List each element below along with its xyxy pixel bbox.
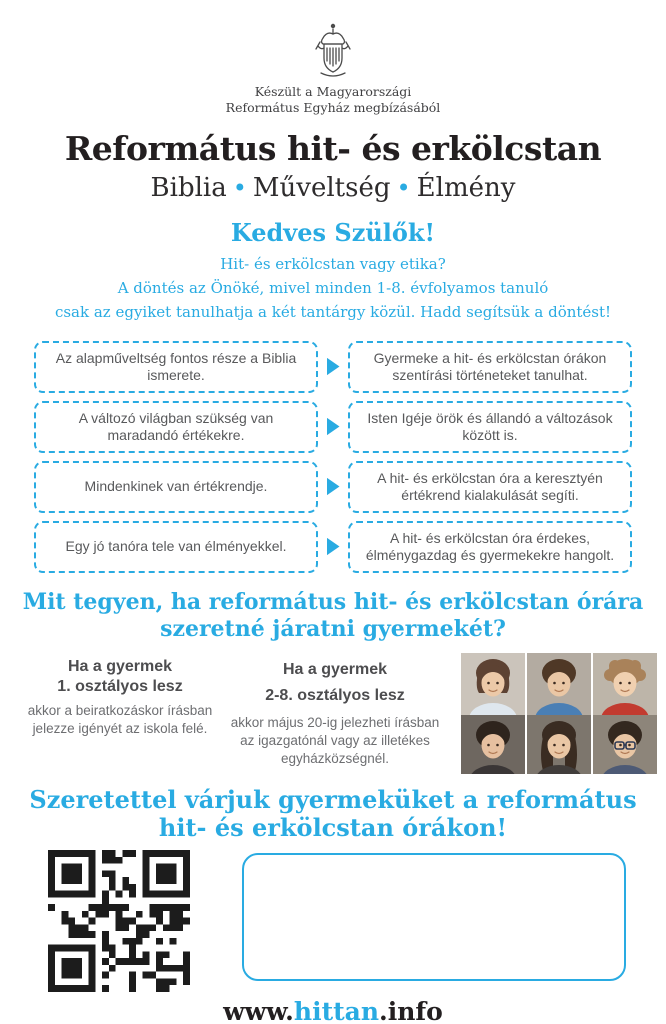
arrow-cell (318, 521, 348, 573)
benefit-box-right-3: A hit- és erkölcstan óra a keresztyén értékrend kialakulását segíti. (348, 461, 632, 513)
church-crest-emblem-icon (312, 22, 354, 78)
option-1-body: akkor a beiratkozáskor írásban jelezze igényét az iskola felé. (27, 702, 213, 736)
closing-heading (0, 786, 666, 842)
option-2-body: akkor május 20-ig jelezheti írásban az igazgatónál vagy az illetékes egyházközségnél. (230, 714, 440, 766)
arrow-cell (318, 341, 348, 393)
closing-heading-line-2: hit- és erkölcstan órákon! (158, 812, 508, 842)
arrow-right-icon (327, 538, 340, 556)
attribution (0, 84, 666, 117)
action-heading (0, 589, 666, 643)
subtitle-part-elmeny: Élmény (416, 172, 516, 203)
child-portrait (460, 653, 526, 715)
subtitle (0, 173, 666, 203)
option-1-title-line-2: 1. osztályos lesz (57, 677, 183, 695)
options-row (0, 653, 666, 774)
subtitle-part-biblia: Biblia (150, 172, 227, 203)
local-info-write-in-box (242, 853, 626, 981)
child-portrait (526, 653, 592, 715)
arrow-right-icon (327, 478, 340, 496)
child-portrait (460, 715, 526, 774)
benefit-box-left-3: Mindenkinek van értékrendje. (34, 461, 318, 513)
attribution-line-1: Készült a Magyarországi (254, 84, 412, 99)
child-portrait (526, 715, 592, 774)
bullet-icon: • (232, 173, 247, 202)
children-photo-collage (460, 653, 658, 774)
greeting-heading: Kedves Szülők! (230, 217, 436, 247)
benefit-box-left-1: Az alapműveltség fontos része a Biblia ismerete. (34, 341, 318, 393)
action-heading-line-2: szeretné járatni gyermekét? (160, 615, 506, 642)
subtitle-part-muveltseg: Műveltség (252, 172, 391, 203)
child-portrait (592, 715, 658, 774)
intro-line-2: A döntés az Önöké, mivel minden 1-8. évfolyamos tanuló (117, 278, 549, 297)
bullet-icon: • (396, 173, 411, 202)
option-1-title-line-1: Ha a gyermek (67, 657, 173, 675)
option-2-title-line-2: 2-8. osztályos lesz (265, 686, 405, 704)
child-portrait (592, 653, 658, 715)
arrow-right-icon (327, 418, 340, 436)
arrow-cell (318, 401, 348, 453)
closing-heading-line-1: Szeretettel várjuk gyermeküket a református (29, 784, 637, 814)
intro-line-1: Hit- és erkölcstan vagy etika? (220, 254, 446, 273)
option-2-title (222, 657, 448, 709)
url-prefix: www. (223, 996, 294, 1024)
benefit-box-right-1: Gyermeke a hit- és erkölcstan órákon szentírási történeteket tanulhat. (348, 341, 632, 393)
action-heading-line-1: Mit tegyen, ha református hit- és erkölcstan órára (22, 588, 644, 615)
option-grades-2-8 (222, 653, 448, 768)
url-name: hittan (293, 996, 380, 1024)
arrow-right-icon (327, 358, 340, 376)
url-suffix: .info (379, 996, 443, 1024)
comparison-grid (34, 341, 632, 573)
page-title: Református hit- és erkölcstan (64, 128, 602, 168)
benefit-box-right-2: Isten Igéje örök és állandó a változások között is. (348, 401, 632, 453)
header (0, 0, 666, 117)
website-url[interactable] (0, 997, 666, 1024)
benefit-box-right-4: A hit- és erkölcstan óra érdekes, élménygazdag és gyermekekre hangolt. (348, 521, 632, 573)
bottom-row (0, 850, 666, 992)
benefit-box-left-4: Egy jó tanóra tele van élményekkel. (34, 521, 318, 573)
intro-line-3: csak az egyiket tanulhatja a két tantárgy közül. Hadd segítsük a döntést! (54, 302, 612, 321)
option-1-title (26, 657, 214, 697)
qr-code[interactable] (48, 850, 190, 992)
benefit-box-left-2: A változó világban szükség van maradandó értékekre. (34, 401, 318, 453)
option-first-grade (26, 653, 214, 738)
attribution-line-2: Református Egyház megbízásából (225, 100, 441, 116)
arrow-cell (318, 461, 348, 513)
option-2-title-line-1: Ha a gyermek (282, 660, 388, 678)
intro-text (0, 252, 666, 324)
